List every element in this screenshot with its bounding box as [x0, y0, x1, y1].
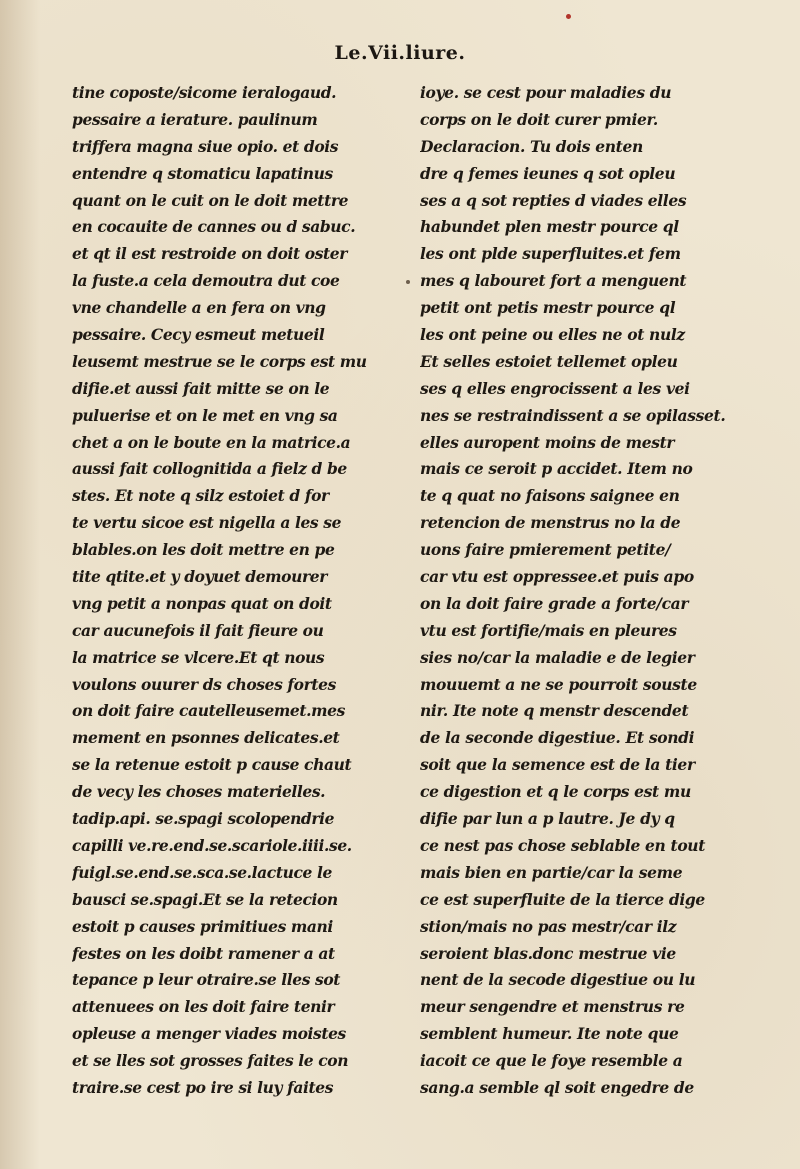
text-line: ce digestion et q le corps est mu [420, 782, 691, 802]
right-text-column [420, 80, 750, 1102]
text-line: en cocauite de cannes ou d sabuc. [72, 217, 356, 237]
text-line: mais ce seroit p accidet. Item no [420, 459, 693, 479]
text-line: meur sengendre et menstrus re [420, 997, 685, 1017]
text-line: fuigl.se.end.se.sca.se.lactuce le [72, 862, 332, 882]
text-line: seroient blas.donc mestrue vie [420, 943, 676, 963]
text-line: vng petit a nonpas quat on doit [72, 593, 332, 613]
text-line: petit ont petis mestr pource ql [420, 298, 676, 318]
gutter-shadow [0, 0, 40, 1169]
text-line: tepance p leur otraire.se lles sot [72, 970, 341, 990]
text-line: entendre q stomaticu lapatinus [72, 163, 333, 183]
text-line: car aucunefois il fait fieure ou [72, 620, 324, 640]
text-line: la matrice se vlcere.Et qt nous [72, 647, 325, 667]
text-line: car vtu est oppressee.et puis apo [420, 567, 694, 587]
text-line: tadip.api. se.spagi scolopendrie [72, 809, 335, 829]
text-line: se la retenue estoit p cause chaut [72, 755, 352, 775]
rubric-dot [566, 14, 571, 19]
left-text-column [72, 80, 407, 1102]
text-line: aussi fait collognitida a fielz d be [72, 459, 347, 479]
text-line: estoit p causes primitiues mani [72, 916, 333, 936]
running-header: Le.Vii.liure. [334, 42, 466, 64]
text-line: opleuse a menger viades moistes [72, 1024, 346, 1044]
text-line: les ont peine ou elles ne ot nulz [420, 325, 685, 345]
text-line: ce est superfluite de la tierce dige [420, 889, 705, 909]
text-line: blables.on les doit mettre en pe [72, 540, 335, 560]
text-line: de la seconde digestiue. Et sondi [420, 728, 695, 748]
text-line: triffera magna siue opio. et dois [72, 136, 339, 156]
text-line: corps on le doit curer pmier. [420, 109, 658, 129]
text-line: bausci se.spagi.Et se la retecion [72, 889, 338, 909]
text-line: dre q femes ieunes q sot opleu [420, 163, 676, 183]
text-line: stes. Et note q silz estoiet d for [72, 486, 329, 506]
text-line: de vecy les choses materielles. [72, 782, 326, 802]
text-line: iacoit ce que le foye resemble a [420, 1051, 683, 1071]
text-line: la fuste.a cela demoutra dut coe [72, 271, 340, 291]
text-line: tine coposte/sicome ieralogaud. [72, 83, 337, 102]
text-line: Declaracion. Tu dois enten [420, 136, 643, 156]
text-line: on doit faire cautelleusemet.mes [72, 701, 345, 721]
text-line: leusemt mestrue se le corps est mu [72, 351, 367, 371]
text-line: stion/mais no pas mestr/car ilz [420, 916, 677, 936]
text-line: et qt il est restroide on doit oster [72, 244, 348, 264]
text-line: soit que la semence est de la tier [420, 755, 695, 775]
text-line: vtu est fortifie/mais en pleures [420, 620, 677, 640]
text-line: difie par lun a p lautre. Je dy q [420, 809, 675, 829]
text-line: mes q labouret fort a menguent [420, 271, 687, 291]
text-line: quant on le cuit on le doit mettre [72, 190, 349, 210]
text-line: mais bien en partie/car la seme [420, 862, 683, 882]
text-line: et se lles sot grosses faites le con [72, 1051, 349, 1071]
text-line: elles auropent moins de mestr [420, 432, 675, 452]
text-line: pessaire. Cecy esmeut metueil [72, 325, 325, 345]
text-line: vne chandelle a en fera on vng [72, 298, 326, 318]
text-line: sies no/car la maladie e de legier [420, 647, 695, 667]
text-line: traire.se cest po ire si luy faites [72, 1077, 334, 1097]
text-line: attenuees on les doit faire tenir [72, 997, 335, 1017]
text-line: pessaire a ierature. paulinum [72, 109, 318, 129]
text-line: semblent humeur. Ite note que [420, 1024, 679, 1044]
text-line: difie.et aussi fait mitte se on le [72, 378, 330, 398]
text-line: ses a q sot repties d viades elles [420, 190, 687, 210]
text-line: ioye. se cest pour maladies du [420, 83, 672, 102]
text-line: sang.a semble ql soit engedre de [420, 1077, 694, 1097]
text-line: retencion de menstrus no la de [420, 513, 681, 533]
text-line: nes se restraindissent a se opilasset. [420, 405, 726, 425]
text-line: te vertu sicoe est nigella a les se [72, 513, 342, 533]
text-line: habundet plen mestr pource ql [420, 217, 679, 237]
text-line: te q quat no faisons saignee en [420, 486, 680, 506]
text-line: nir. Ite note q menstr descendet [420, 701, 689, 721]
text-line: on la doit faire grade a forte/car [420, 593, 689, 613]
text-line: tite qtite.et y doyuet demourer [72, 567, 327, 587]
text-line: nent de la secode digestiue ou lu [420, 970, 696, 990]
text-line: puluerise et on le met en vng sa [72, 405, 338, 425]
text-line: ce nest pas chose seblable en tout [420, 835, 706, 855]
text-line: capilli ve.re.end.se.scariole.iiii.se. [72, 835, 352, 855]
text-line: chet a on le boute en la matrice.a [72, 432, 351, 452]
text-line: ses q elles engrocissent a les vei [420, 378, 690, 398]
text-line: uons faire pmierement petite/ [420, 540, 671, 560]
text-line: Et selles estoiet tellemet opleu [420, 351, 678, 371]
text-line: festes on les doibt ramener a at [72, 943, 335, 963]
text-line: les ont plde superfluites.et fem [420, 244, 681, 264]
text-line: mouuemt a ne se pourroit souste [420, 674, 697, 694]
text-line: voulons ouurer ds choses fortes [72, 674, 336, 694]
text-line: mement en psonnes delicates.et [72, 728, 340, 748]
